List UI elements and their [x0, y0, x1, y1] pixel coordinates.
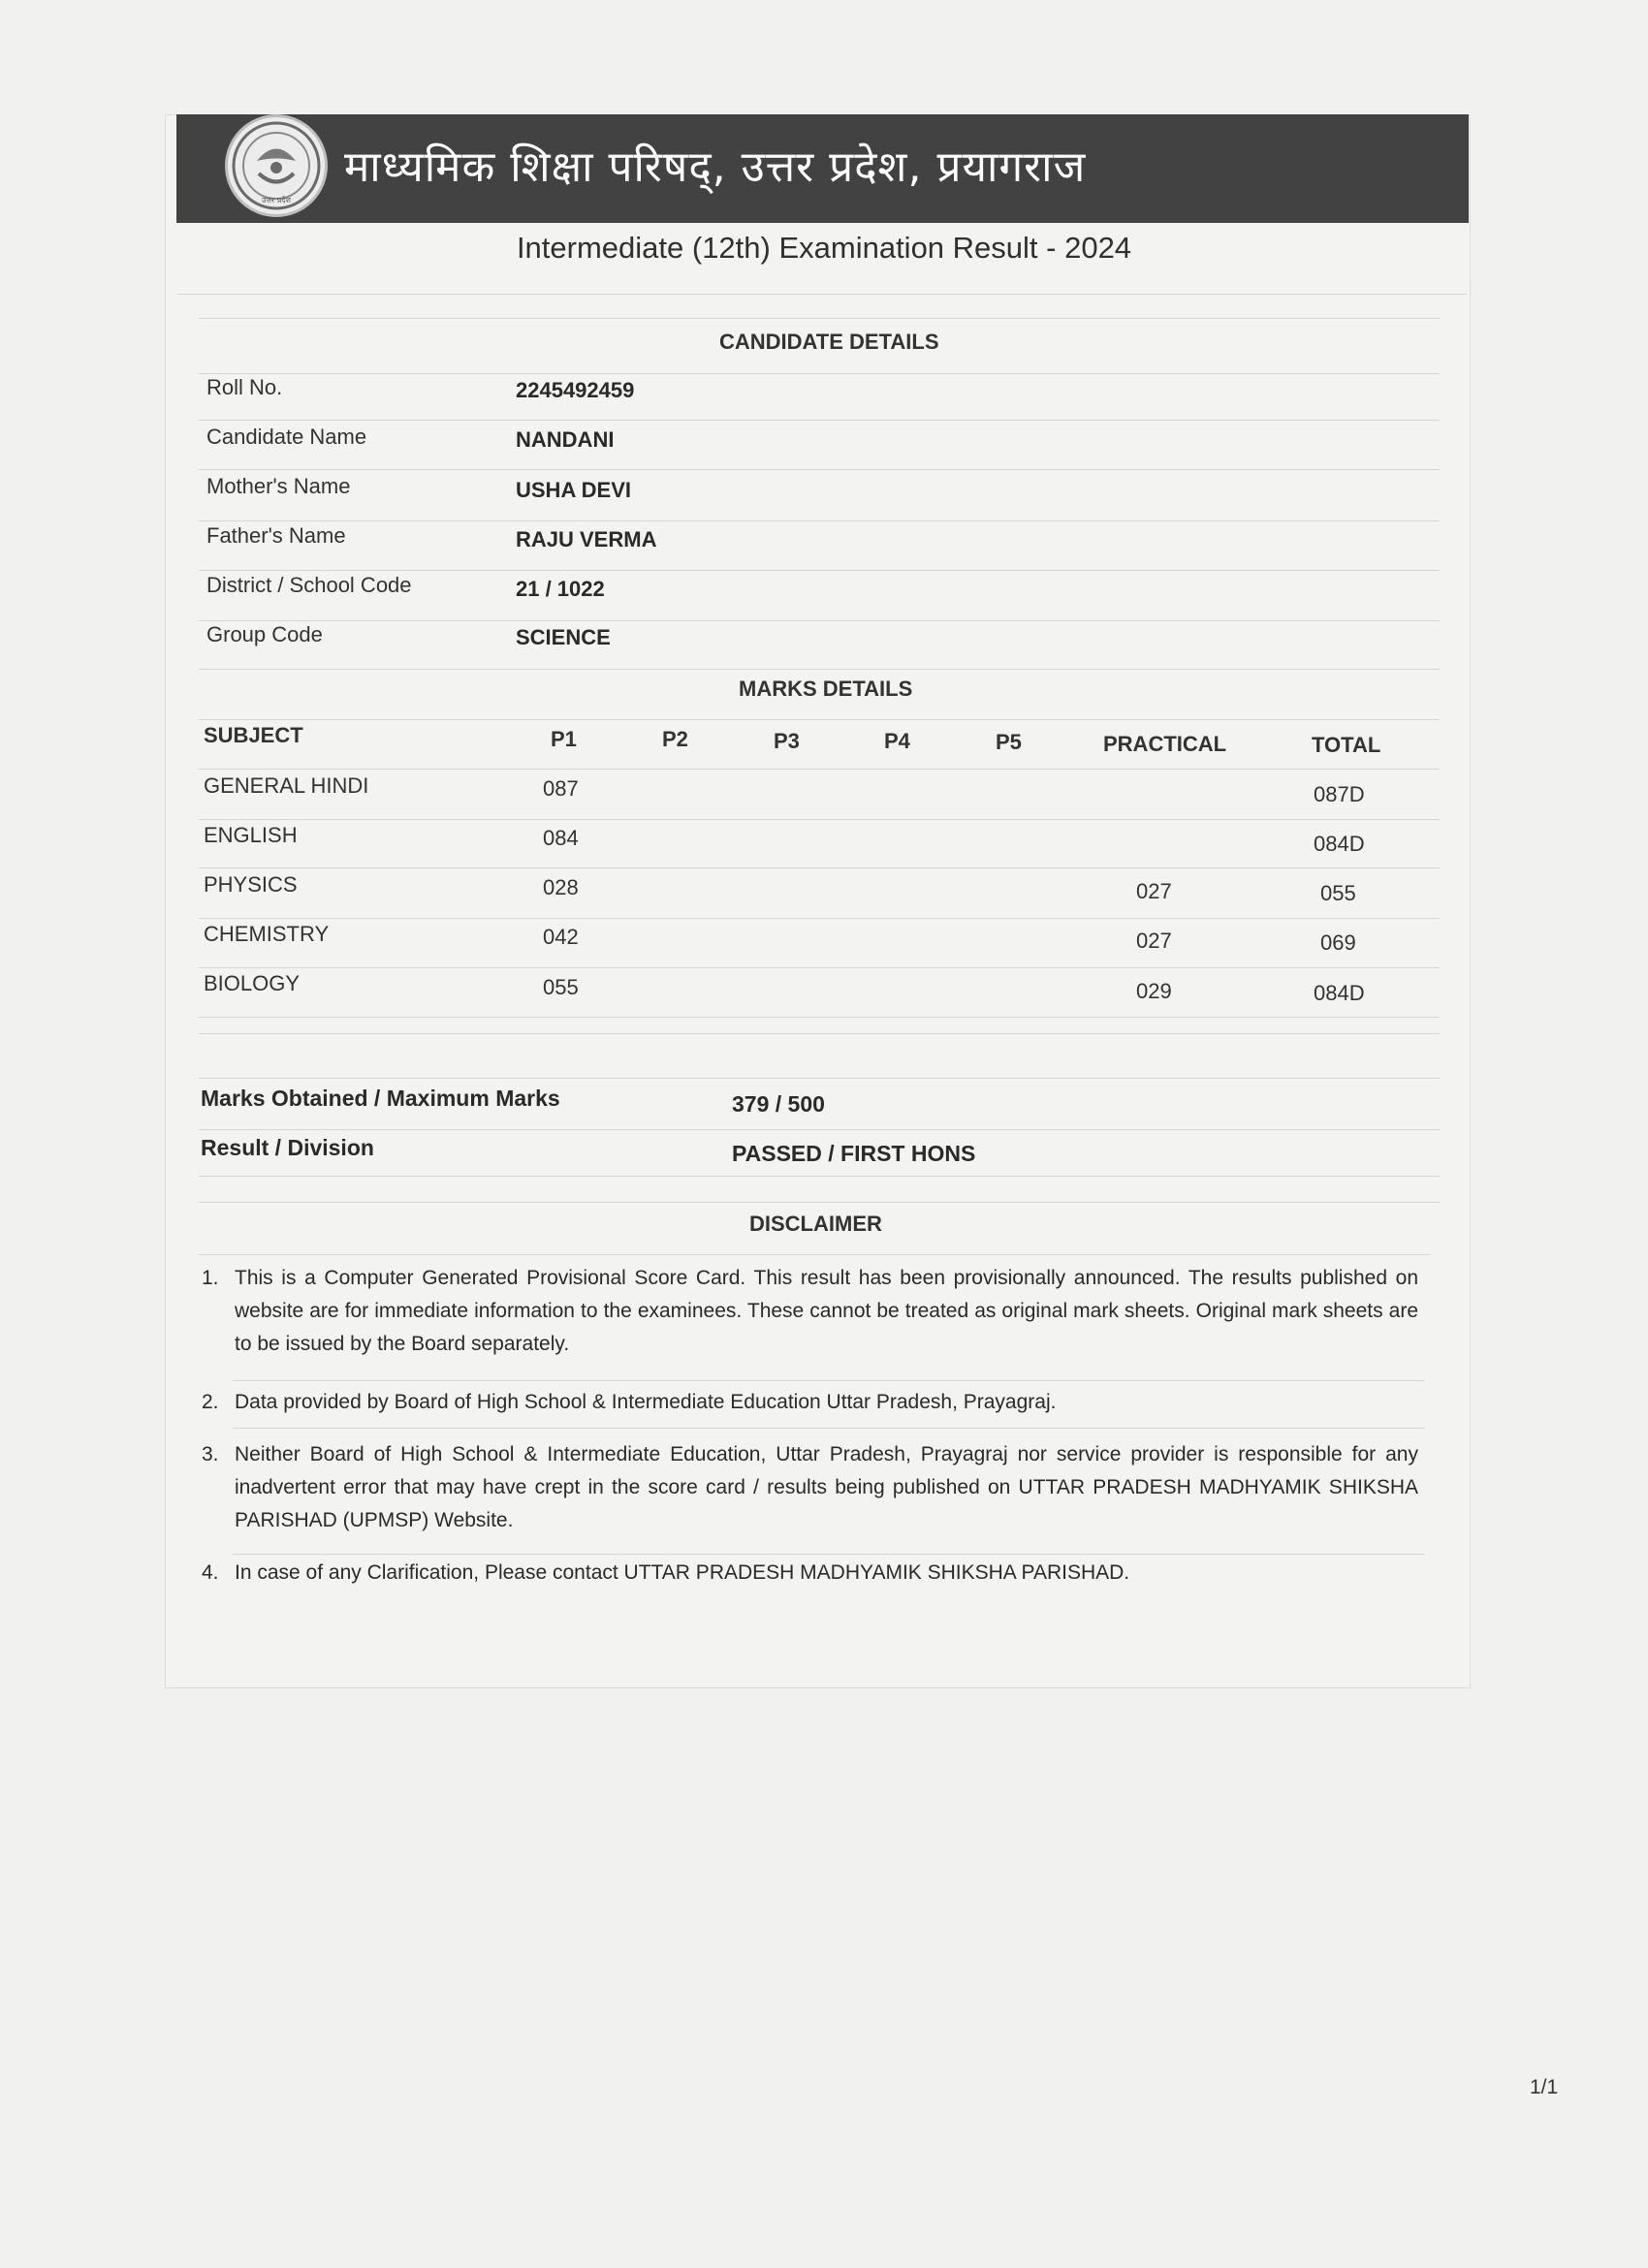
subject-total: 084D — [1314, 832, 1365, 856]
subject-p1: 087 — [543, 776, 579, 801]
group-code-label: Group Code — [206, 622, 323, 646]
col-header-p4: P4 — [884, 729, 910, 753]
svg-text:उत्तर प्रदेश: उत्तर प्रदेश — [262, 196, 291, 205]
col-header-p3: P3 — [774, 729, 800, 753]
subject-name: BIOLOGY — [204, 971, 301, 995]
fathers-name-value: RAJU VERMA — [516, 527, 657, 551]
disclaimer-item — [202, 1557, 1418, 1590]
result-division-value: PASSED / FIRST HONS — [732, 1141, 976, 1166]
subject-p1: 084 — [543, 826, 579, 850]
group-code-value: SCIENCE — [516, 625, 611, 649]
candidate-name-value: NANDANI — [516, 427, 615, 452]
col-header-p5: P5 — [996, 730, 1022, 754]
district-school-code-value: 21 / 1022 — [516, 577, 605, 601]
subject-practical: 027 — [1136, 929, 1172, 953]
fathers-name-label: Father's Name — [206, 523, 346, 548]
subject-total: 069 — [1320, 930, 1356, 955]
disclaimer-item — [202, 1386, 1418, 1419]
disclaimer-item-text: Neither Board of High School & Intermediate Education, Uttar Pradesh, Prayagraj nor service provider is responsible for any inadvertent error that may have crept in the score card / results being published on UTTAR PRADESH MADHYAMIK SHIKSHA PARISHAD (UPMSP) Website. — [235, 1443, 1418, 1531]
subject-total: 084D — [1314, 981, 1365, 1005]
subject-total: 087D — [1314, 782, 1365, 806]
subject-name: CHEMISTRY — [204, 922, 330, 946]
subject-practical: 027 — [1136, 879, 1172, 903]
disclaimer-item-number: 2. — [202, 1391, 219, 1413]
subject-p1: 028 — [543, 875, 579, 899]
col-header-p1: P1 — [551, 727, 577, 751]
marks-obtained-value: 379 / 500 — [732, 1091, 825, 1117]
subject-practical: 029 — [1136, 979, 1172, 1003]
disclaimer-item-number: 4. — [202, 1561, 219, 1584]
col-header-total: TOTAL — [1312, 733, 1381, 757]
marks-obtained-label: Marks Obtained / Maximum Marks — [201, 1086, 560, 1111]
board-name: माध्यमिक शिक्षा परिषद्, उत्तर प्रदेश, प्रयागराज — [344, 142, 1087, 192]
disclaimer-item-text: This is a Computer Generated Provisional Score Card. This result has been provisionally announced. The results published on website are for immediate information to the examinees. These cannot be treated as original mark sheets. Original mark sheets are to be issued by the Board separately. — [235, 1267, 1418, 1355]
subject-name: PHYSICS — [204, 872, 298, 897]
page-number: 1/1 — [1530, 2076, 1559, 2098]
candidate-name-label: Candidate Name — [206, 425, 367, 449]
col-header-practical: PRACTICAL — [1103, 732, 1227, 756]
mothers-name-label: Mother's Name — [206, 474, 351, 498]
exam-title: Intermediate (12th) Examination Result - 2024 — [516, 231, 1132, 265]
mothers-name-value: USHA DEVI — [516, 478, 631, 502]
disclaimer-item — [202, 1262, 1418, 1361]
col-header-subject: SUBJECT — [204, 723, 303, 747]
subject-name: ENGLISH — [204, 823, 298, 847]
col-header-p2: P2 — [662, 727, 688, 751]
subject-p1: 042 — [543, 925, 579, 949]
disclaimer-heading: DISCLAIMER — [749, 1212, 882, 1236]
marks-details-heading: MARKS DETAILS — [739, 677, 913, 701]
subject-p1: 055 — [543, 975, 579, 999]
subject-total: 055 — [1320, 881, 1356, 905]
roll-no-value: 2245492459 — [516, 378, 635, 402]
disclaimer-item-number: 3. — [202, 1443, 219, 1465]
candidate-details-heading: CANDIDATE DETAILS — [719, 330, 939, 354]
disclaimer-item-number: 1. — [202, 1267, 219, 1289]
disclaimer-item — [202, 1438, 1418, 1537]
disclaimer-item-text: Data provided by Board of High School & Intermediate Education Uttar Pradesh, Prayagraj. — [235, 1391, 1057, 1413]
disclaimer-item-text: In case of any Clarification, Please contact UTTAR PRADESH MADHYAMIK SHIKSHA PARISHAD. — [235, 1561, 1130, 1584]
roll-no-label: Roll No. — [206, 375, 283, 399]
board-seal-icon — [225, 114, 328, 217]
result-division-label: Result / Division — [201, 1135, 374, 1160]
district-school-code-label: District / School Code — [206, 573, 412, 597]
subject-name: GENERAL HINDI — [204, 773, 369, 798]
